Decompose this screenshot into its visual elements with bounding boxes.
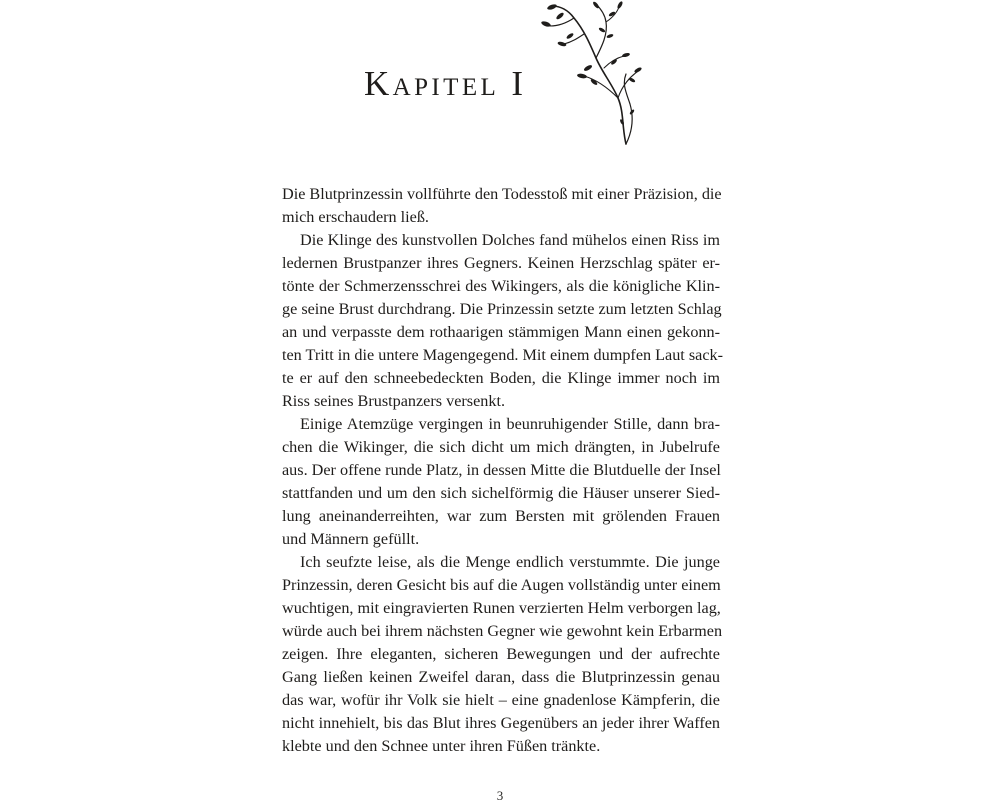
text-line: ten Tritt in die untere Magengegend. Mit einem dumpfen Laut sack-	[282, 346, 724, 364]
text-line: zeigen. Ihre eleganten, sicheren Bewegungen und der aufrechte	[282, 645, 720, 663]
text-line: wuchtigen, mit eingravierten Runen verzierten Helm verborgen lag,	[282, 599, 721, 617]
text-line: chen die Wikinger, die sich dicht um mich drängten, in Jubelrufe	[282, 438, 720, 456]
paragraph-3	[282, 413, 720, 551]
text-line: Die Klinge des kunstvollen Dolches fand mühelos einen Riss im	[300, 231, 720, 249]
text-line: mich erschaudern ließ.	[282, 208, 429, 226]
text-line: und Männern gefüllt.	[282, 530, 420, 548]
text-line: stattfanden und um den sich sichelförmig die Häuser unserer Sied-	[282, 484, 720, 502]
chapter-body	[282, 183, 724, 758]
text-line: ledernen Brustpanzer ihres Gegners. Keinen Herzschlag später er-	[282, 254, 720, 272]
text-line: te er auf den schneebedeckten Boden, die Klinge immer noch im	[282, 369, 720, 387]
text-line: ge seine Brust durchdrang. Die Prinzessin setzte zum letzten Schlag	[282, 300, 722, 318]
text-line: aus. Der offene runde Platz, in dessen Mitte die Blutduelle der Insel	[282, 461, 721, 479]
text-line: Einige Atemzüge vergingen in beunruhigender Stille, dann bra-	[300, 415, 720, 433]
text-line: Prinzessin, deren Gesicht bis auf die Augen vollständig unter einem	[282, 576, 721, 594]
text-line: an und verpasste dem rothaarigen stämmigen Mann einen gekonn-	[282, 323, 720, 341]
paragraph-4	[282, 551, 723, 758]
text-line: nicht innehielt, bis das Blut ihres Gegenübers an jeder ihrer Waffen	[282, 714, 720, 732]
text-line: tönte der Schmerzensschrei des Wikingers, als die königliche Klin-	[282, 277, 720, 295]
text-line: Riss seines Brustpanzers versenkt.	[282, 392, 505, 410]
text-line: Ich seufzte leise, als die Menge endlich verstummte. Die junge	[300, 553, 720, 571]
branch-ornament-icon	[522, 0, 642, 150]
chapter-title: Kapitel I	[364, 64, 527, 103]
text-line: Gang ließen keinen Zweifel daran, dass die Blutprinzessin genau	[282, 668, 720, 686]
text-line: würde auch bei ihrem nächsten Gegner wie gewohnt kein Erbarmen	[282, 622, 723, 640]
paragraph-2	[282, 229, 724, 413]
text-line: lung aneinanderreihten, war zum Bersten mit grölenden Frauen	[282, 507, 720, 525]
text-line: klebte und den Schnee unter ihren Füßen tränkte.	[282, 737, 601, 755]
page-number: 3	[496, 788, 504, 803]
text-line: das war, wofür ihr Volk sie hielt – eine gnadenlose Kämpferin, die	[282, 691, 720, 709]
text-line: Die Blutprinzessin vollführte den Todesstoß mit einer Präzision, die	[282, 185, 722, 203]
paragraph-1	[282, 183, 720, 229]
